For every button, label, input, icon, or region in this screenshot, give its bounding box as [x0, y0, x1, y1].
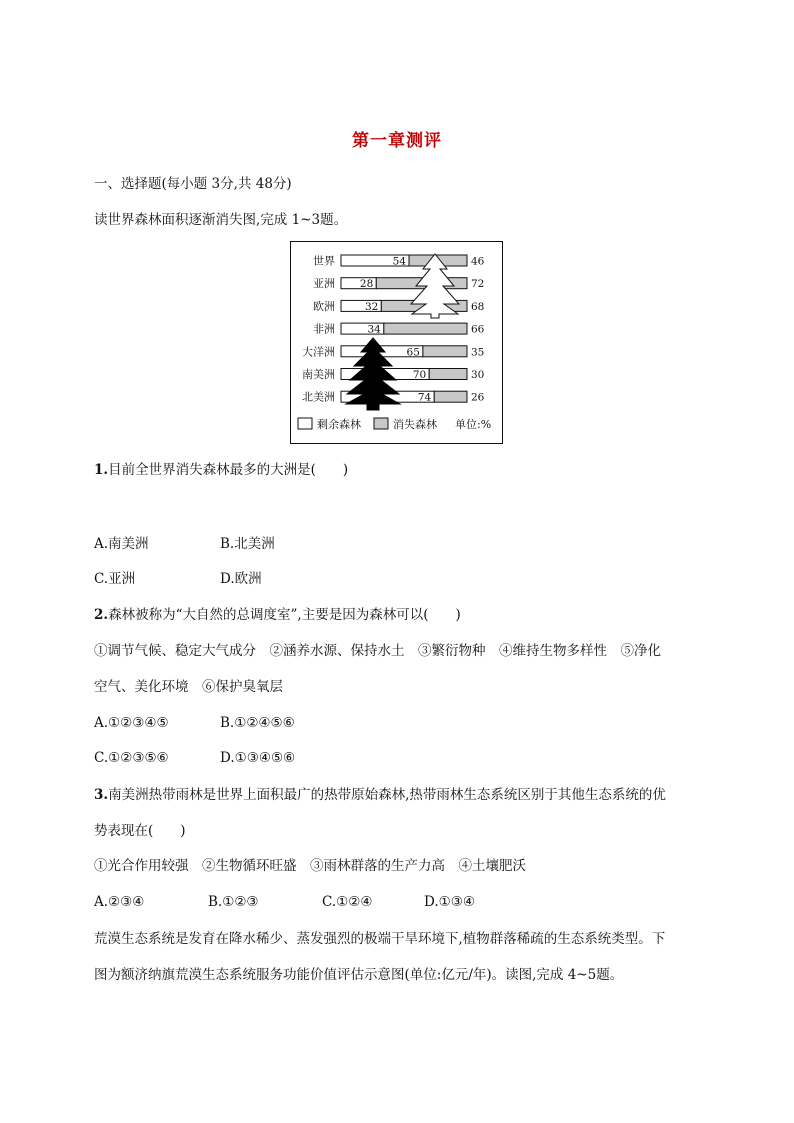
bar-lost	[434, 391, 467, 402]
category-label: 北美洲	[302, 390, 335, 404]
category-label: 南美洲	[302, 368, 335, 381]
bar-lost	[423, 346, 467, 357]
value-label-lost: 26	[471, 391, 485, 404]
value-label-remaining: 74	[417, 391, 432, 404]
page-title: 第一章测评	[352, 131, 442, 151]
option-d[interactable]: D.欧洲	[220, 571, 262, 587]
category-label: 欧洲	[313, 299, 335, 313]
question-number: 3.	[94, 787, 109, 803]
option-a[interactable]: A.①②③④⑤	[94, 715, 169, 731]
unit-label: 单位:%	[455, 418, 492, 431]
category-label: 大洋洲	[302, 345, 335, 359]
value-label-remaining: 34	[367, 323, 381, 336]
value-label-lost: 66	[471, 323, 485, 336]
option-c[interactable]: C.①②④	[322, 894, 373, 910]
question-2	[94, 606, 461, 624]
value-label-remaining: 28	[359, 278, 374, 291]
option-c[interactable]: C.亚洲	[94, 571, 136, 587]
bar-lost	[384, 323, 467, 334]
legend-swatch-lost	[374, 418, 388, 429]
option-b[interactable]: B.①②④⑤⑥	[220, 715, 295, 731]
option-c[interactable]: C.①②③⑤⑥	[94, 750, 169, 766]
legend-label-remaining: 剩余森林	[317, 418, 361, 431]
option-b[interactable]: B.北美洲	[220, 536, 275, 552]
intro-text-1: 读世界森林面积逐渐消失图,完成 1~3题。	[94, 212, 348, 228]
legend-swatch-remaining	[298, 418, 312, 429]
value-label-lost: 35	[471, 346, 485, 359]
option-b[interactable]: B.①②③	[208, 894, 259, 910]
option-d[interactable]: D.①③④⑤⑥	[220, 750, 296, 766]
question-3-continuation: 势表现在( )	[94, 823, 186, 839]
value-label-remaining: 65	[406, 346, 420, 359]
question-1	[94, 461, 348, 479]
category-label: 非洲	[313, 322, 335, 336]
value-label-remaining: 54	[392, 255, 407, 268]
question-3	[94, 786, 666, 804]
value-label-lost: 30	[471, 369, 485, 381]
option-d[interactable]: D.①③④	[424, 894, 475, 910]
section-heading: 一、选择题(每小题 3分,共 48分)	[94, 176, 292, 192]
question-text: 森林被称为“大自然的总调度室”,主要是因为森林可以( )	[108, 607, 461, 623]
value-label-remaining: 70	[412, 369, 427, 381]
option-a[interactable]: A.②③④	[94, 894, 145, 910]
intro-text-2-cont: 图为额济纳旗荒漠生态系统服务功能价值评估示意图(单位:亿元/年)。读图,完成 4~5题。	[94, 967, 624, 983]
value-label-lost: 68	[471, 300, 485, 313]
category-label: 世界	[313, 254, 335, 268]
value-label-lost: 46	[471, 255, 485, 268]
intro-text-2: 荒漠生态系统是发育在降水稀少、蒸发强烈的极端干旱环境下,植物群落稀疏的生态系统类型。下	[94, 931, 666, 947]
question-number: 2.	[94, 607, 109, 623]
category-label: 亚洲	[313, 277, 335, 291]
question-number: 1.	[94, 462, 109, 478]
legend-label-lost: 消失森林	[393, 418, 437, 431]
question-text: 南美洲热带雨林是世界上面积最广的热带原始森林,热带雨林生态系统区别于其他生态系统的优	[108, 787, 666, 803]
value-label-lost: 72	[471, 278, 485, 291]
question-text: 目前全世界消失森林最多的大洲是( )	[108, 462, 349, 478]
question-2-statements-cont: 空气、美化环境 ⑥保护臭氧层	[94, 679, 283, 695]
value-label-remaining: 32	[364, 300, 379, 313]
chart-svg	[291, 242, 504, 445]
question-3-statements: ①光合作用较强 ②生物循环旺盛 ③雨林群落的生产力高 ④土壤肥沃	[94, 858, 526, 874]
option-a[interactable]: A.南美洲	[94, 536, 149, 552]
question-2-statements: ①调节气候、稳定大气成分 ②涵养水源、保持水土 ③繁衍物种 ④维持生物多样性 ⑤净化	[94, 643, 661, 659]
bar-lost	[429, 369, 467, 380]
forest-loss-chart	[290, 241, 503, 444]
